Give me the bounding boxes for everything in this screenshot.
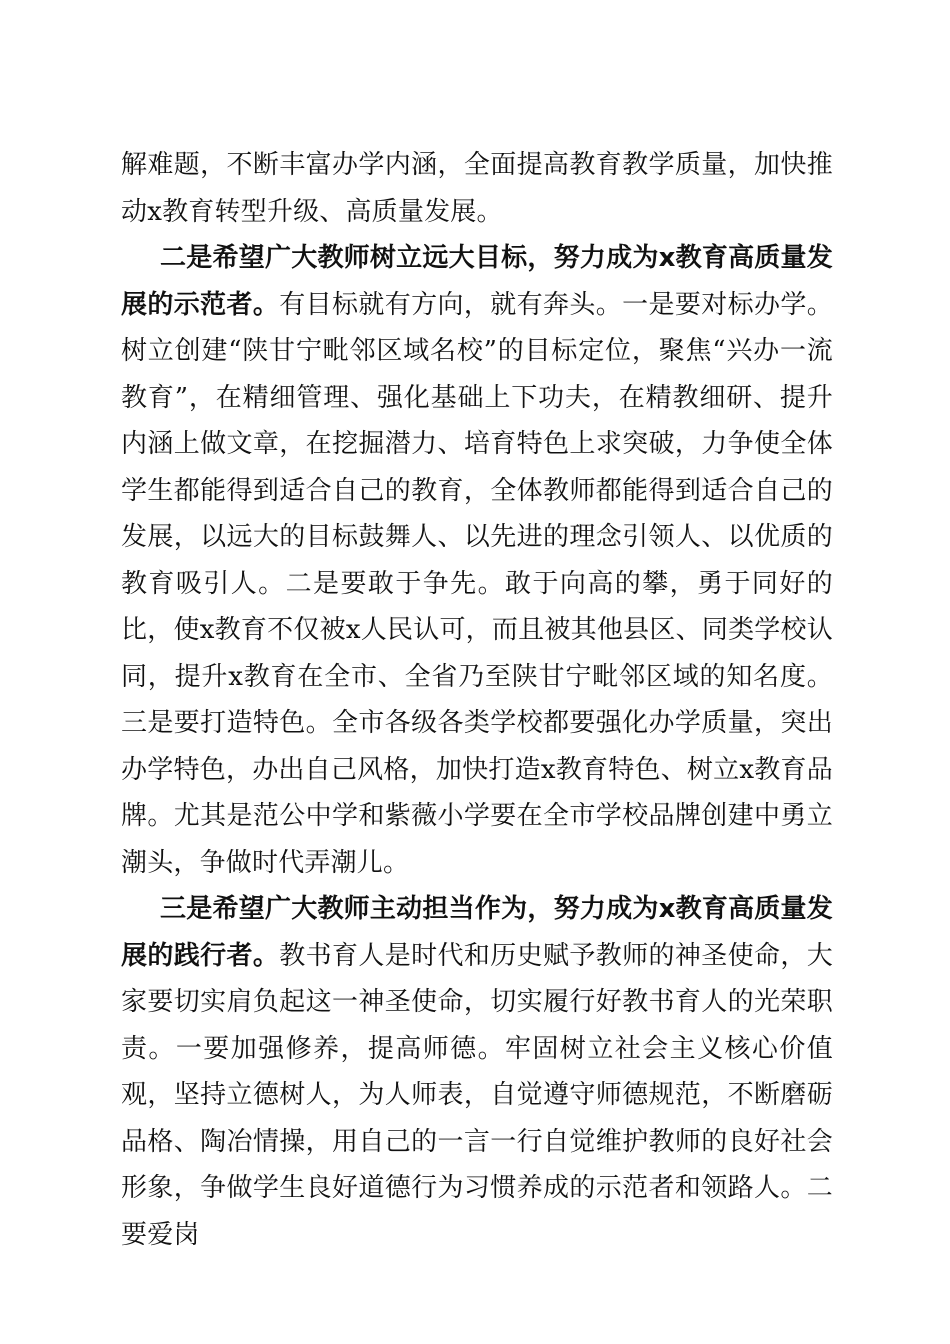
- paragraph-heading-bold: 三是希望广大教师主动担当作为，努力成为x教育高质量发展的践行者。: [121, 894, 833, 971]
- paragraph-continuation: [121, 142, 833, 235]
- paragraph-heading-bold: 二是希望广大教师树立远大目标，努力成为x教育高质量发展的示范者。: [121, 243, 833, 320]
- document-body: [121, 142, 833, 1258]
- paragraph-text: 教书育人是时代和历史赋予教师的神圣使命，大家要切实肩负起这一神圣使命，切实履行好教书育人的光荣职责。一要加强修养，提高师德。牢固树立社会主义核心价值观，坚持立德树人，为人师表，自觉遵守师德规范，不断磨砺品格、陶冶情操，用自己的一言一行自觉维护教师的良好社会形象，争做学生良好道德行为习惯养成的示范者和领路人。二要爱岗: [121, 940, 833, 1250]
- paragraph-point-three: [121, 886, 833, 1258]
- paragraph-point-two: [121, 235, 833, 886]
- paragraph-text: 解难题，不断丰富办学内涵，全面提高教育教学质量，加快推动x教育转型升级、高质量发展。: [121, 150, 833, 227]
- paragraph-text: 有目标就有方向，就有奔头。一是要对标办学。树立创建“陕甘宁毗邻区域名校”的目标定位，聚焦“兴办一流教育”，在精细管理、强化基础上下功夫，在精教细研、提升内涵上做文章，在挖掘潜力、培育特色上求突破，力争使全体学生都能得到适合自己的教育，全体教师都能得到适合自己的发展，以远大的目标鼓舞人、以先进的理念引领人、以优质的教育吸引人。二是要敢于争先。敢于向高的攀，勇于同好的比，使x教育不仅被x人民认可，而且被其他县区、同类学校认同，提升x教育在全市、全省乃至陕甘宁毗邻区域的知名度。三是要打造特色。全市各级各类学校都要强化办学质量，突出办学特色，办出自己风格，加快打造x教育特色、树立x教育品牌。尤其是范公中学和紫薇小学要在全市学校品牌创建中勇立潮头，争做时代弄潮儿。: [121, 289, 833, 878]
